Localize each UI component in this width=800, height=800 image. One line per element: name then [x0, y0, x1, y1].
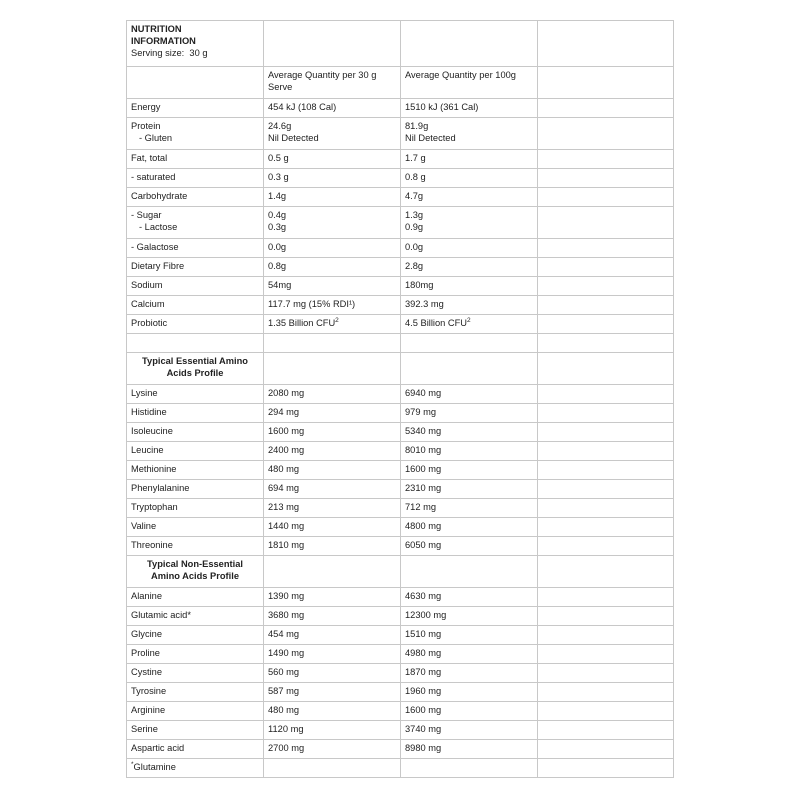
table-row	[127, 150, 674, 169]
amino-acid-label: Valine	[127, 518, 264, 537]
table-row	[127, 296, 674, 315]
amino-acid-label: Tryptophan	[127, 499, 264, 518]
nutrient-label-cell	[127, 118, 264, 150]
empty-cell	[538, 67, 674, 99]
per-100g-cell-sub-value: Nil Detected	[405, 133, 456, 143]
per-serve-cell: 480 mg	[264, 461, 401, 480]
amino-acid-label: Aspartic acid	[127, 740, 264, 759]
table-row	[127, 461, 674, 480]
amino-acid-label: Leucine	[127, 442, 264, 461]
amino-acid-label: Methionine	[127, 461, 264, 480]
amino-acid-label: Glycine	[127, 626, 264, 645]
per-serve-cell	[264, 207, 401, 239]
empty-cell	[538, 537, 674, 556]
empty-cell	[401, 334, 538, 353]
per-100g-cell: 6940 mg	[401, 385, 538, 404]
empty-cell	[538, 740, 674, 759]
amino-acid-label: Threonine	[127, 537, 264, 556]
per-serve-cell	[264, 188, 401, 207]
nutrient-label: - Galactose	[131, 242, 179, 252]
nutrient-label-cell	[127, 258, 264, 277]
empty-cell	[538, 21, 674, 67]
per-serve-cell-value: 0.8g	[268, 261, 287, 271]
per-100g-cell: 979 mg	[401, 404, 538, 423]
nutrient-label: Fat, total	[131, 153, 168, 163]
serving-size	[131, 47, 259, 59]
per-100g-cell-value: 392.3 mg	[405, 299, 444, 309]
col-header-per-serve-line2: Serve	[268, 82, 293, 92]
per-100g-cell-value: 1.7 g	[405, 153, 426, 163]
empty-cell	[538, 118, 674, 150]
amino-acid-label: Glutamic acid*	[127, 607, 264, 626]
table-row	[127, 99, 674, 118]
per-100g-cell	[401, 277, 538, 296]
per-100g-cell: 4630 mg	[401, 588, 538, 607]
nutrient-label: - saturated	[131, 172, 176, 182]
per-serve-cell: 454 mg	[264, 626, 401, 645]
empty-cell	[538, 239, 674, 258]
empty-cell	[538, 480, 674, 499]
table-row	[127, 118, 674, 150]
nonessential-amino-title-line1: Typical Non-Essential	[147, 559, 243, 569]
empty-cell	[538, 607, 674, 626]
per-100g-cell	[401, 315, 538, 334]
nutrient-label-cell	[127, 239, 264, 258]
per-serve-cell: 480 mg	[264, 702, 401, 721]
per-serve-cell-superscript: 2	[335, 316, 339, 324]
nutrient-label-cell	[127, 207, 264, 239]
per-100g-cell: 8010 mg	[401, 442, 538, 461]
empty-cell	[538, 588, 674, 607]
per-100g-cell	[401, 99, 538, 118]
table-row	[127, 385, 674, 404]
nutrient-label: Dietary Fibre	[131, 261, 185, 271]
nutrient-label: - Sugar	[131, 210, 162, 220]
empty-cell	[401, 21, 538, 67]
per-serve-cell	[264, 258, 401, 277]
table-title-line1: NUTRITION	[131, 24, 182, 34]
empty-cell	[538, 169, 674, 188]
per-100g-cell	[401, 150, 538, 169]
per-100g-cell: 1870 mg	[401, 664, 538, 683]
empty-cell	[538, 315, 674, 334]
amino-acid-label: Phenylalanine	[127, 480, 264, 499]
per-100g-cell: 4800 mg	[401, 518, 538, 537]
empty-cell	[538, 702, 674, 721]
col-header-per-serve	[264, 67, 401, 99]
empty-cell	[538, 645, 674, 664]
table-row	[127, 740, 674, 759]
nutrient-label: Calcium	[131, 299, 165, 309]
per-100g-cell: 12300 mg	[401, 607, 538, 626]
per-serve-cell: 3680 mg	[264, 607, 401, 626]
nutrient-label: Protein	[131, 121, 161, 131]
empty-cell	[538, 759, 674, 778]
nutrient-sublabel: - Gluten	[139, 133, 173, 143]
column-header-row	[127, 67, 674, 99]
footnote-cell	[127, 759, 264, 778]
amino-acid-label: Histidine	[127, 404, 264, 423]
per-serve-cell-sub-value: Nil Detected	[268, 133, 319, 143]
empty-cell	[538, 626, 674, 645]
per-serve-cell: 1490 mg	[264, 645, 401, 664]
footnote-text: Glutamine	[133, 762, 176, 772]
empty-cell	[538, 664, 674, 683]
amino-acid-label: Cystine	[127, 664, 264, 683]
per-serve-cell	[264, 296, 401, 315]
per-serve-cell: 1810 mg	[264, 537, 401, 556]
per-serve-cell: 1120 mg	[264, 721, 401, 740]
per-100g-cell-value: 1.3g	[405, 210, 424, 220]
table-row	[127, 607, 674, 626]
per-100g-cell: 5340 mg	[401, 423, 538, 442]
per-100g-cell-value: 81.9g	[405, 121, 429, 131]
spacer-row	[127, 334, 674, 353]
per-100g-cell	[401, 118, 538, 150]
empty-cell	[264, 21, 401, 67]
per-serve-cell	[264, 315, 401, 334]
nutrient-label-cell	[127, 169, 264, 188]
table-row	[127, 277, 674, 296]
per-100g-cell-value: 0.8 g	[405, 172, 426, 182]
table-row	[127, 442, 674, 461]
table-row	[127, 188, 674, 207]
empty-cell	[538, 442, 674, 461]
per-100g-cell: 2310 mg	[401, 480, 538, 499]
empty-cell	[538, 258, 674, 277]
amino-acid-label: Serine	[127, 721, 264, 740]
per-100g-cell: 1960 mg	[401, 683, 538, 702]
per-100g-cell	[401, 207, 538, 239]
empty-cell	[538, 353, 674, 385]
col-header-per-100g: Average Quantity per 100g	[401, 67, 538, 99]
per-100g-cell-value: 0.0g	[405, 242, 424, 252]
essential-amino-title-line1: Typical Essential Amino	[142, 356, 248, 366]
essential-amino-header-row	[127, 353, 674, 385]
table-row	[127, 423, 674, 442]
per-100g-cell: 1600 mg	[401, 702, 538, 721]
header-row	[127, 21, 674, 67]
empty-cell	[264, 759, 401, 778]
per-serve-cell: 694 mg	[264, 480, 401, 499]
nutrient-label: Sodium	[131, 280, 163, 290]
table-row	[127, 207, 674, 239]
table-row	[127, 626, 674, 645]
per-100g-cell	[401, 188, 538, 207]
empty-cell	[264, 556, 401, 588]
per-serve-cell-value: 0.0g	[268, 242, 287, 252]
table-row	[127, 683, 674, 702]
nonessential-amino-title-cell	[127, 556, 264, 588]
table-row	[127, 404, 674, 423]
empty-cell	[538, 188, 674, 207]
empty-cell	[538, 150, 674, 169]
per-100g-cell: 712 mg	[401, 499, 538, 518]
amino-acid-label: Arginine	[127, 702, 264, 721]
footnote-mark: *	[131, 760, 134, 768]
empty-cell	[127, 334, 264, 353]
per-serve-cell: 2400 mg	[264, 442, 401, 461]
serving-size-value: 30 g	[189, 48, 208, 58]
amino-acid-label: Lysine	[127, 385, 264, 404]
per-100g-cell-superscript: 2	[467, 316, 471, 324]
amino-acid-label: Tyrosine	[127, 683, 264, 702]
table-row	[127, 315, 674, 334]
per-100g-cell	[401, 258, 538, 277]
per-serve-cell: 294 mg	[264, 404, 401, 423]
per-100g-cell-value: 4.7g	[405, 191, 424, 201]
nutrient-sublabel: - Lactose	[139, 222, 178, 232]
per-serve-cell-value: 0.5 g	[268, 153, 289, 163]
empty-cell	[538, 461, 674, 480]
per-serve-cell-value: 24.6g	[268, 121, 292, 131]
table-title-line2: INFORMATION	[131, 36, 196, 46]
per-serve-cell	[264, 150, 401, 169]
per-100g-cell	[401, 169, 538, 188]
per-serve-cell: 560 mg	[264, 664, 401, 683]
empty-cell	[538, 99, 674, 118]
per-serve-cell-value: 1.35 Billion CFU	[268, 318, 336, 328]
nutrition-table	[126, 20, 674, 778]
table-row	[127, 239, 674, 258]
col-header-per-serve-line1: Average Quantity per 30 g	[268, 70, 377, 80]
per-serve-cell: 587 mg	[264, 683, 401, 702]
title-cell	[127, 21, 264, 67]
nonessential-amino-title-line2: Amino Acids Profile	[151, 571, 239, 581]
essential-amino-title-line2: Acids Profile	[166, 368, 224, 378]
table-row	[127, 499, 674, 518]
per-100g-cell	[401, 296, 538, 315]
nutrient-label: Energy	[131, 102, 161, 112]
empty-cell	[538, 385, 674, 404]
nonessential-amino-header-row	[127, 556, 674, 588]
empty-cell	[538, 296, 674, 315]
empty-cell	[538, 207, 674, 239]
empty-cell	[401, 759, 538, 778]
per-serve-cell: 2080 mg	[264, 385, 401, 404]
amino-acid-label: Proline	[127, 645, 264, 664]
amino-acid-label: Alanine	[127, 588, 264, 607]
per-serve-cell: 1440 mg	[264, 518, 401, 537]
nutrient-label-cell	[127, 315, 264, 334]
amino-acid-label: Isoleucine	[127, 423, 264, 442]
per-100g-cell: 1510 mg	[401, 626, 538, 645]
table-row	[127, 169, 674, 188]
empty-cell	[264, 334, 401, 353]
per-serve-cell-value: 0.3 g	[268, 172, 289, 182]
empty-cell	[538, 423, 674, 442]
per-serve-cell: 1600 mg	[264, 423, 401, 442]
empty-cell	[538, 683, 674, 702]
essential-amino-title-cell	[127, 353, 264, 385]
table-row	[127, 721, 674, 740]
per-serve-cell-value: 1.4g	[268, 191, 287, 201]
empty-cell	[127, 67, 264, 99]
per-serve-cell: 1390 mg	[264, 588, 401, 607]
table-row	[127, 258, 674, 277]
per-serve-cell-value: 117.7 mg (15% RDI¹)	[268, 299, 356, 309]
per-100g-cell	[401, 239, 538, 258]
nutrient-label: Carbohydrate	[131, 191, 188, 201]
per-serve-cell	[264, 118, 401, 150]
table-row	[127, 588, 674, 607]
table-row	[127, 518, 674, 537]
nutrient-label-cell	[127, 99, 264, 118]
empty-cell	[538, 721, 674, 740]
per-serve-cell-value: 0.4g	[268, 210, 287, 220]
per-serve-cell-sub-value: 0.3g	[268, 222, 287, 232]
empty-cell	[538, 499, 674, 518]
per-100g-cell-value: 180mg	[405, 280, 434, 290]
table-row	[127, 664, 674, 683]
nutrient-label: Probiotic	[131, 318, 168, 328]
nutrient-label-cell	[127, 188, 264, 207]
per-serve-cell: 213 mg	[264, 499, 401, 518]
table-row	[127, 702, 674, 721]
per-serve-cell-value: 454 kJ (108 Cal)	[268, 102, 337, 112]
empty-cell	[538, 518, 674, 537]
per-100g-cell-value: 4.5 Billion CFU	[405, 318, 468, 328]
empty-cell	[538, 334, 674, 353]
per-100g-cell-sub-value: 0.9g	[405, 222, 424, 232]
nutrient-label-cell	[127, 150, 264, 169]
per-serve-cell-value: 54mg	[268, 280, 292, 290]
per-100g-cell-value: 1510 kJ (361 Cal)	[405, 102, 479, 112]
empty-cell	[401, 353, 538, 385]
empty-cell	[538, 277, 674, 296]
table-row	[127, 645, 674, 664]
per-100g-cell: 1600 mg	[401, 461, 538, 480]
empty-cell	[401, 556, 538, 588]
per-100g-cell-value: 2.8g	[405, 261, 424, 271]
per-serve-cell	[264, 99, 401, 118]
footnote-row	[127, 759, 674, 778]
serving-size-label: Serving size:	[131, 48, 185, 58]
table-row	[127, 537, 674, 556]
empty-cell	[538, 556, 674, 588]
empty-cell	[264, 353, 401, 385]
per-serve-cell: 2700 mg	[264, 740, 401, 759]
per-serve-cell	[264, 239, 401, 258]
table-row	[127, 480, 674, 499]
per-serve-cell	[264, 277, 401, 296]
nutrient-label-cell	[127, 277, 264, 296]
empty-cell	[538, 404, 674, 423]
per-100g-cell: 4980 mg	[401, 645, 538, 664]
per-serve-cell	[264, 169, 401, 188]
nutrient-label-cell	[127, 296, 264, 315]
per-100g-cell: 6050 mg	[401, 537, 538, 556]
per-100g-cell: 3740 mg	[401, 721, 538, 740]
per-100g-cell: 8980 mg	[401, 740, 538, 759]
